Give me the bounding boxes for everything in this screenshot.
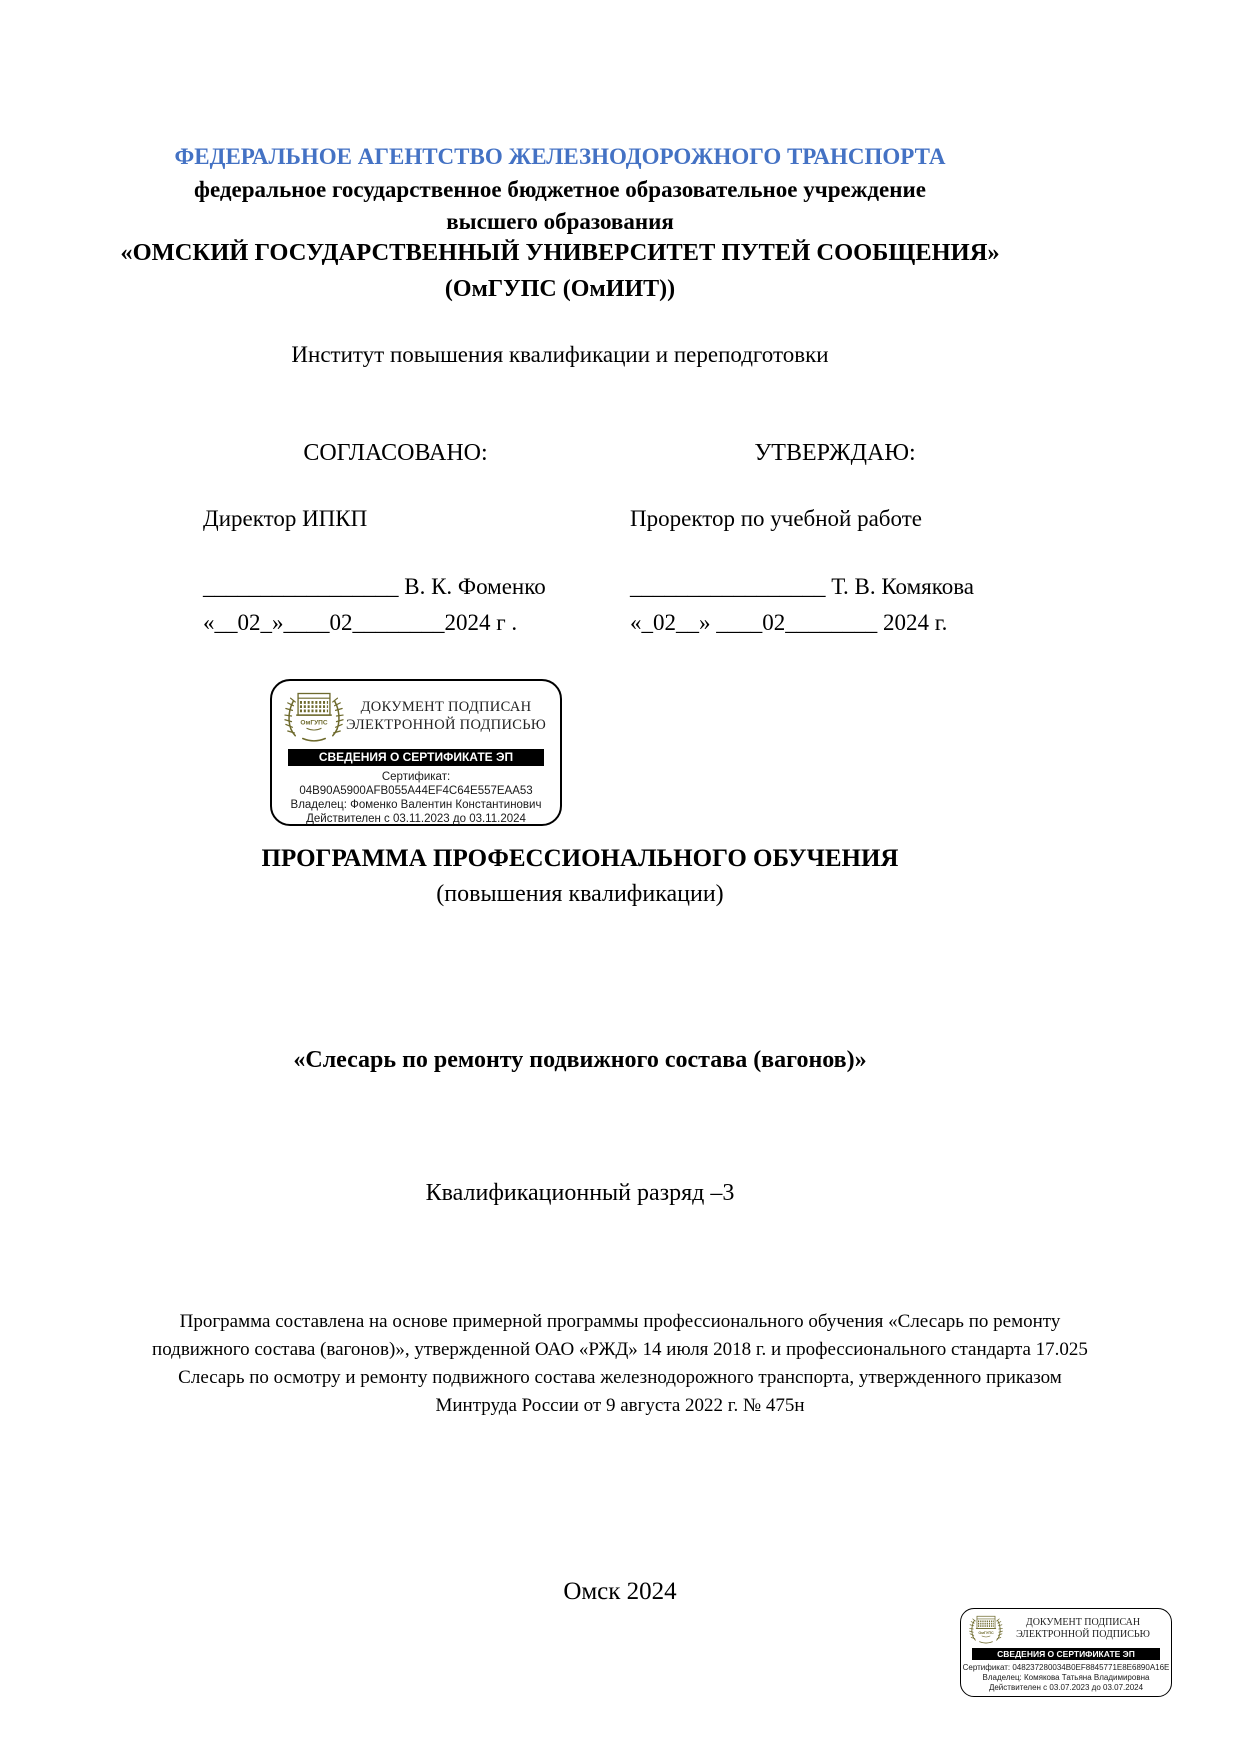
agreed-heading: СОГЛАСОВАНО:: [303, 440, 488, 466]
program-basis-note: Программа составлена на основе примерной программы профессионального обучения «Слесарь по ремонту подвижного состава (вагонов)», утвержденной ОАО «РЖД» 14 июля 2018 г. и профессионального стандарта 17.025 Слесарь по осмотру и ремонту подвижного состава железнодорожного транспорта, утвержденного приказом Минтруда России от 9 августа 2022 г. № 475н: [152, 1311, 1088, 1416]
stamp-title-line1: ДОКУМЕНТ ПОДПИСАН: [360, 699, 532, 715]
program-subtitle: (повышения квалификации): [436, 881, 724, 907]
stamp-header: [961, 1609, 1171, 1645]
prorector-signature-row: [630, 574, 974, 600]
city-year: Омск 2024: [563, 1578, 677, 1605]
approved-heading: УТВЕРЖДАЮ:: [754, 440, 916, 466]
qualification-grade: Квалификационный разряд –3: [425, 1180, 735, 1206]
director-signature-row: [203, 574, 546, 600]
stamp-title: [1003, 1617, 1163, 1642]
director-signature-line: _________________: [203, 574, 399, 599]
certificate-number: 04B90A5900AFB055A44EF4C64E557EAA53: [299, 785, 533, 797]
university-emblem-icon: [284, 688, 344, 744]
emblem-label: ОмГУПС: [300, 719, 328, 727]
director-position: Директор ИПКП: [203, 506, 368, 531]
university-name: «ОМСКИЙ ГОСУДАРСТВЕННЫЙ УНИВЕРСИТЕТ ПУТЕЙ СООБЩЕНИЯ»: [120, 239, 1000, 266]
certificate-owner: Владелец: Фоменко Валентин Константинович: [290, 799, 542, 811]
prorector-signature-line: _________________: [630, 574, 826, 599]
prorector-position: Проректор по учебной работе: [630, 506, 922, 531]
certificate-info-bar: СВЕДЕНИЯ О СЕРТИФИКАТЕ ЭП: [288, 749, 544, 766]
institute-name: Институт повышения квалификации и переподготовки: [291, 342, 829, 367]
certificate-validity: Действителен с 03.07.2023 до 03.07.2024: [988, 1683, 1144, 1692]
stamp-title-line2: ЭЛЕКТРОННОЙ ПОДПИСЬЮ: [1016, 1629, 1150, 1640]
profession-title: «Слесарь по ремонту подвижного состава (вагонов)»: [293, 1047, 867, 1073]
institution-name-line2: высшего образования: [446, 209, 674, 234]
program-title: ПРОГРАММА ПРОФЕССИОНАЛЬНОГО ОБУЧЕНИЯ: [261, 845, 899, 872]
prorector-name: Т. В. Комякова: [831, 574, 975, 599]
certificate-label: Сертификат:: [381, 771, 451, 783]
certificate-validity: Действителен с 03.11.2023 до 03.11.2024: [306, 813, 526, 825]
certificate-details: [961, 1663, 1171, 1693]
approved-block: [630, 440, 1040, 670]
university-abbreviation: (ОмГУПС (ОмИИТ)): [444, 276, 676, 302]
agreed-block: [203, 440, 588, 670]
stamp-title-line1: ДОКУМЕНТ ПОДПИСАН: [1025, 1616, 1141, 1628]
certificate-info-bar: СВЕДЕНИЯ О СЕРТИФИКАТЕ ЭП: [972, 1648, 1160, 1660]
director-date-line: «__02_»____02________2024 г .: [203, 610, 518, 635]
director-name: В. К. Фоменко: [404, 574, 546, 599]
esign-stamp-fomenko: [270, 679, 562, 826]
emblem-label: ОмГУПС: [978, 1630, 994, 1635]
certificate-owner: Владелец: Комякова Татьяна Владимировна: [982, 1673, 1150, 1682]
stamp-title: [344, 698, 548, 734]
prorector-date-line: «_02__» ____02________ 2024 г.: [630, 610, 948, 635]
university-emblem-icon: [969, 1613, 1003, 1645]
certificate-details: [272, 770, 560, 826]
certificate-number: Сертификат: 048237280034B0EF8845771E8E6890A16E: [962, 1663, 1170, 1672]
esign-stamp-komyakova: [960, 1608, 1172, 1697]
agency-name: ФЕДЕРАЛЬНОЕ АГЕНТСТВО ЖЕЛЕЗНОДОРОЖНОГО ТРАНСПОРТА: [174, 144, 946, 169]
stamp-title-line2: ЭЛЕКТРОННОЙ ПОДПИСЬЮ: [345, 717, 547, 733]
institution-name-line1: федеральное государственное бюджетное образовательное учреждение: [194, 177, 926, 202]
stamp-header: [272, 681, 560, 744]
